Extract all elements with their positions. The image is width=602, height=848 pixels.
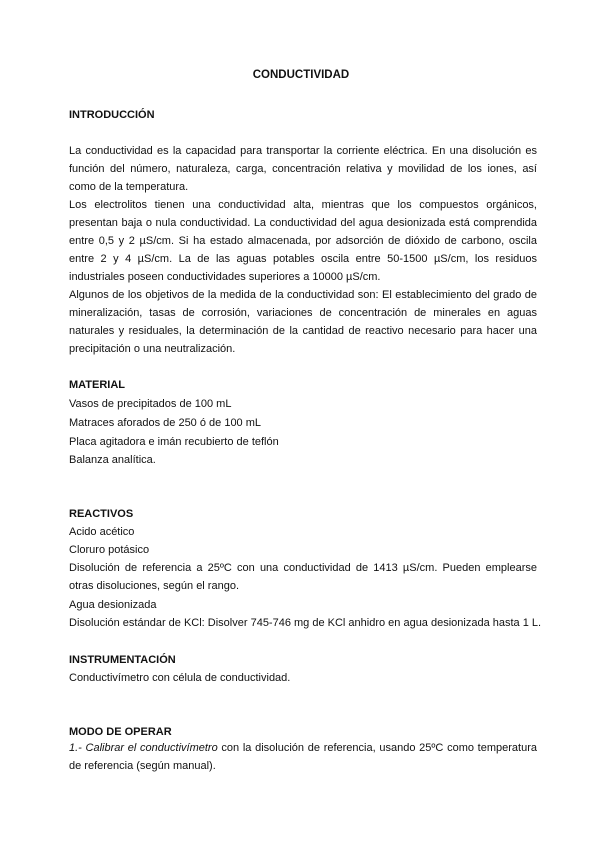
material-item: Vasos de precipitados de 100 mL	[69, 398, 232, 410]
reactivo-item: Acido acético	[69, 526, 135, 538]
material-item: Matraces aforados de 250 ó de 100 mL	[69, 417, 262, 429]
reactivo-item-block	[69, 559, 537, 595]
introduccion-paragraph-3: Algunos de los objetivos de la medida de la conductividad son: El establecimiento del grado de mineralización, tasas de corrosión, variaciones de concentración de minerales en aguas naturales y residuales, la determinación de la cantidad de reactivo necesario para hacer una precipitación o una neutralización.	[69, 289, 537, 355]
heading-introduccion: INTRODUCCIÓN	[69, 109, 155, 121]
reactivo-item: Cloruro potásico	[69, 544, 150, 556]
heading-reactivos: REACTIVOS	[69, 508, 134, 520]
introduccion-paragraph-1: La conductividad es la capacidad para transportar la corriente eléctrica. En una disolución es función del número, naturaleza, carga, concentración relativa y movilidad de los iones, así como de la temperatura.	[69, 145, 537, 193]
introduccion-paragraph-2: Los electrolitos tienen una conductividad alta, mientras que los compuestos orgánicos, presentan baja o nula conductividad. La conductividad del agua desionizada está comprendida entre 0,5 y 2 µS/cm. Si ha estado almacenada, por adsorción de dióxido de carbono, oscila entre 2 y 4 µS/cm. La de las aguas potables oscila entre 50-1500 µS/cm, los residuos industriales poseen conductividades superiores a 10000 µS/cm.	[69, 199, 537, 283]
page-title: CONDUCTIVIDAD	[252, 69, 350, 81]
material-item: Placa agitadora e imán recubierto de teflón	[69, 436, 279, 448]
reactivo-item: Disolución estándar de KCl: Disolver 745-746 mg de KCl anhidro en agua desionizada hasta 1 L.	[69, 617, 542, 629]
reactivo-item: Agua desionizada	[69, 599, 157, 611]
reactivo-item: Disolución de referencia a 25ºC con una conductividad de 1413 µS/cm. Pueden emplearse otras disoluciones, según el rango.	[69, 562, 537, 592]
modo-step-1-italic: 1.- Calibrar el conductivímetro	[69, 742, 218, 754]
heading-material: MATERIAL	[69, 379, 126, 391]
modo-step-1-text	[69, 739, 537, 775]
modo-step-1-rest: con la disolución de referencia, usando 25ºC como temperatura de referencia (según manual).	[69, 742, 537, 772]
modo-step-1	[69, 739, 537, 775]
material-item: Balanza analítica.	[69, 454, 156, 466]
heading-modo-de-operar: MODO DE OPERAR	[69, 726, 172, 738]
heading-instrumentacion: INSTRUMENTACIÓN	[69, 654, 176, 666]
introduccion-body	[69, 142, 537, 358]
instrumentacion-text: Conductivímetro con célula de conductividad.	[69, 672, 291, 684]
